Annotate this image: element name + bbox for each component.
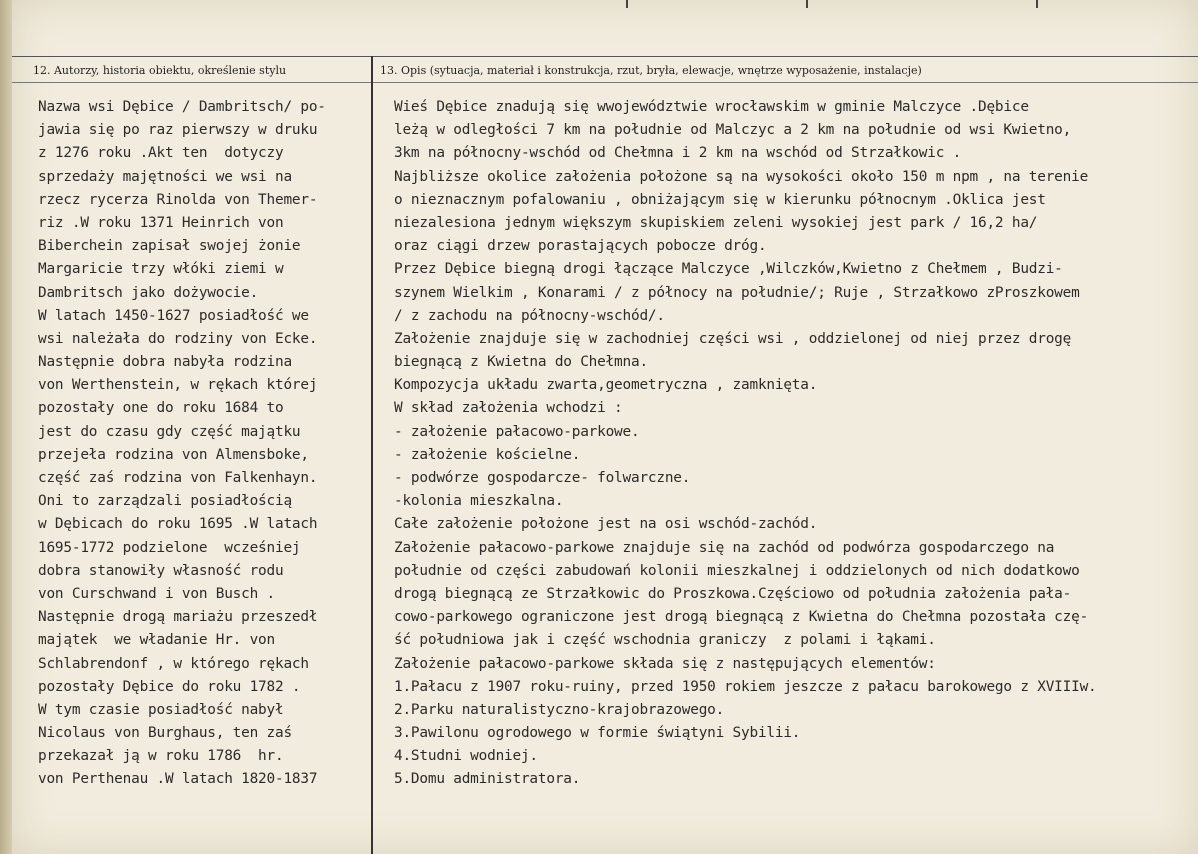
text-line: Dambritsch jako dożywocie. [38, 284, 259, 301]
text-line: dobra stanowiły własność rodu [38, 562, 284, 579]
text-line: sprzedaży majętności we wsi na [38, 168, 292, 185]
text-line: - założenie kościelne. [394, 446, 581, 463]
section-13-header: 13. Opis (sytuacja, materiał i konstrukcja, rzut, bryła, elewacje, wnętrze wyposażenie, instalacje) [380, 64, 922, 77]
text-line: przejeła rodzina von Almensboke, [38, 446, 309, 463]
text-line: niezalesiona jednym większym skupiskiem zeleni wysokiej jest park / 16,2 ha/ [394, 214, 1038, 231]
text-line: Przez Dębice biegną drogi łączące Malczyce ,Wilczków,Kwietno z Chełmem , Budzi- [394, 261, 1063, 278]
text-line: w Dębicach do roku 1695 .W latach [38, 516, 318, 533]
text-line: von Curschwand i von Busch . [38, 585, 275, 602]
text-line: szynem Wielkim , Konarami / z północy na południe/; Ruje , Strzałkowo zProszkowem [394, 284, 1080, 301]
text-line: z 1276 roku .Akt ten dotyczy [38, 145, 284, 162]
text-line: drogą biegnącą ze Strzałkowic do Proszkowa.Częściowo od południa założenia pała- [394, 585, 1072, 602]
text-line: 3km na północny-wschód od Chełmna i 2 km na wschód od Strzałkowic . [394, 145, 962, 162]
text-line: Margaricie trzy włóki ziemi w [38, 261, 284, 278]
text-line: Założenie znajduje się w zachodniej części wsi , oddzielonej od niej przez drogę [394, 330, 1072, 347]
text-line: Schlabrendonf , w którego rękach [38, 655, 309, 672]
text-line: Najbliższe okolice założenia położone są na wysokości około 150 m npm , na terenie [394, 168, 1089, 185]
top-tick-mark [1036, 0, 1038, 8]
text-line: riz .W roku 1371 Heinrich von [38, 214, 284, 231]
text-line: o nieznacznym pofalowaniu , obniżającym się w kierunku północnym .Oklica jest [394, 191, 1046, 208]
text-line: jawia się po raz pierwszy w druku [38, 122, 318, 139]
text-line: Nicolaus von Burghaus, ten zaś [38, 725, 292, 742]
text-line: von Werthenstein, w rękach której [38, 377, 318, 394]
text-line: Oni to zarządzali posiadłością [38, 493, 292, 510]
form-top-rule [12, 56, 1198, 57]
text-line: 5.Domu administratora. [394, 771, 581, 788]
text-line: przekazał ją w roku 1786 hr. [38, 748, 284, 765]
text-line: Następnie drogą mariażu przeszedł [38, 609, 318, 626]
text-line: cowo-parkowego ograniczone jest drogą biegnącą z Kwietna do Chełmna pozostała czę- [394, 609, 1089, 626]
text-line: wsi należała do rodziny von Ecke. [38, 330, 318, 347]
text-line: Całe założenie położone jest na osi wschód-zachód. [394, 516, 818, 533]
top-tick-mark [626, 0, 628, 8]
top-tick-mark [806, 0, 808, 8]
text-line: Założenie pałacowo-parkowe składa się z następujących elementów: [394, 655, 936, 672]
text-line: majątek we władanie Hr. von [38, 632, 275, 649]
text-line: część zaś rodzina von Falkenhayn. [38, 470, 318, 486]
form-header-rule [12, 82, 1198, 83]
section-12-header: 12. Autorzy, historia obiektu, określenie stylu [33, 64, 287, 77]
text-line: oraz ciągi drzew porastających pobocze dróg. [394, 238, 767, 255]
text-line: 1.Pałacu z 1907 roku-ruiny, przed 1950 rokiem jeszcze z pałacu barokowego z XVIIIw. [394, 678, 1097, 695]
text-line: leżą w odległości 7 km na południe od Malczyc a 2 km na południe od wsi Kwietno, [394, 122, 1072, 139]
description-text-column [394, 96, 1194, 792]
text-line: biegnącą z Kwietna do Chełmna. [394, 354, 648, 371]
text-line: W skład założenia wchodzi : [394, 400, 623, 417]
text-line: / z zachodu na północny-wschód/. [394, 307, 665, 324]
history-text-column [38, 96, 368, 792]
text-line: 2.Parku naturalistyczno-krajobrazowego. [394, 701, 725, 718]
text-line: W latach 1450-1627 posiadłość we [38, 307, 309, 324]
text-line: południe od części zabudowań kolonii mieszkalnej i oddzielonych od nich dodatkowo [394, 562, 1080, 579]
text-line: 1695-1772 podzielone wcześniej [38, 539, 301, 556]
text-line: 3.Pawilonu ogrodowego w formie świątyni Sybilii. [394, 725, 801, 742]
text-line: - podwórze gospodarcze- folwarczne. [394, 470, 691, 486]
text-line: jest do czasu gdy część majątku [38, 423, 301, 440]
column-divider [371, 56, 373, 854]
text-line: Założenie pałacowo-parkowe znajduje się na zachód od podwórza gospodarczego na [394, 539, 1055, 556]
text-line: von Perthenau .W latach 1820-1837 [38, 771, 318, 788]
text-line: Następnie dobra nabyła rodzina [38, 354, 292, 371]
text-line: 4.Studni wodniej. [394, 748, 538, 765]
text-line: rzecz rycerza Rinolda von Themer- [38, 191, 318, 208]
text-line: Wieś Dębice znadują się wwojewództwie wrocławskim w gminie Malczyce .Dębice [394, 99, 1029, 115]
text-line: Kompozycja układu zwarta,geometryczna , zamknięta. [394, 377, 818, 394]
text-line: pozostały one do roku 1684 to [38, 400, 284, 417]
text-line: Nazwa wsi Dębice / Dambritsch/ po- [38, 99, 326, 115]
text-line: pozostały Dębice do roku 1782 . [38, 678, 301, 695]
text-line: W tym czasie posiadłość nabył [38, 701, 284, 718]
text-line: Biberchein zapisał swojej żonie [38, 238, 301, 255]
text-line: ść południowa jak i część wschodnia graniczy z polami i łąkami. [394, 632, 936, 649]
text-line: - założenie pałacowo-parkowe. [394, 423, 640, 440]
text-line: -kolonia mieszkalna. [394, 493, 564, 510]
